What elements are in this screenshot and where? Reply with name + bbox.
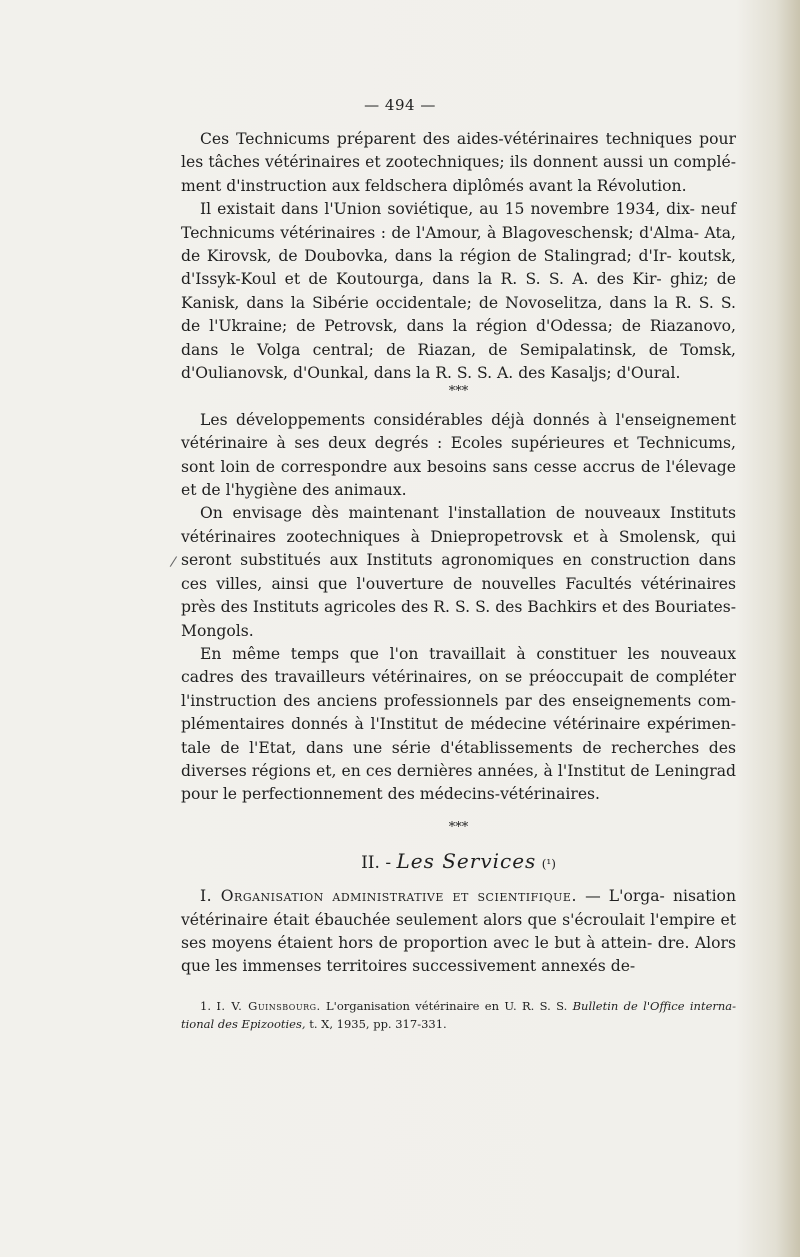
page-number: — 494 —: [364, 96, 436, 114]
section-separator: [181, 821, 736, 844]
footnote-reference: (¹): [541, 857, 556, 872]
subsection-text: — L'orga- nisation vétérinaire était ébauchée seulement alors que s'écroulait l'empire et ses moyens étaient hors de proportion avec le but à attein- dre. Alors que les immenses territoires successivement annexés de-: [181, 887, 736, 976]
paragraph: Ces Technicums préparent des aides-vétérinaires techniques pour les tâches vétérinaires et zootechniques; ils donnent aussi un complé- ment d'instruction aux feldschera diplômés avant la Révolution.: [181, 130, 736, 195]
paragraph: On envisage dès maintenant l'installation de nouveaux Instituts vétérinaires zootechniques à Dniepropetrovsk et à Smolensk, qui seront substitués aux Instituts agronomiques en construction dans ces villes, ainsi que l'ouverture de nouvelles Facultés vétérinaires près des Instituts agricoles des R. S. S. des Bachkirs et des Bouriates- Mongols.: [181, 504, 736, 640]
section-dash: -: [385, 853, 392, 874]
subsection-paragraph: [181, 885, 736, 979]
section-separator: [181, 385, 736, 408]
footnote-title: L'organisation vétérinaire en U. R. S. S.: [326, 998, 568, 1013]
section-heading: [181, 848, 736, 877]
margin-mark: /: [169, 553, 178, 571]
footnote-number: 1.: [200, 998, 211, 1013]
separator-glyph: ***: [448, 384, 469, 400]
footnote-journal: Bulletin de l'Office interna- tional des Epizooties,: [181, 998, 737, 1031]
subsection-lead: I. Organisation administrative et scientifique.: [200, 887, 577, 906]
separator-glyph: ***: [448, 819, 469, 835]
footnote: [181, 997, 736, 1033]
page-body: [181, 128, 736, 1033]
paragraph: Les développements considérables déjà donnés à l'enseignement vétérinaire à ses deux degrés : Ecoles supérieures et Technicums, sont loin de correspondre aux besoins sans cesse accrus de l'élevage et de l'hygiène des animaux.: [181, 410, 736, 500]
paragraph: Il existait dans l'Union soviétique, au 15 novembre 1934, dix- neuf Technicums vétérinaires : de l'Amour, à Blagoveschensk; d'Alma- Ata, de Kirovsk, de Doubovka, dans la région de Stalingrad; d'Ir- koutsk, d'Issyk-Koul et de Koutourga, dans la R. S. S. A. des Kir- ghiz; de Kanisk, dans la Sibérie occidentale; de Novoselitza, dans la R. S. S. de l'Ukraine; de Petrovsk, dans la région d'Odessa; de Riazanovo, dans le Volga central; de Riazan, de Semipalatinsk, de Tomsk, d'Oulianovsk, d'Ounkal, dans la R. S. S. A. des Kasaljs; d'Oural.: [181, 200, 736, 383]
section-title: Les Services: [396, 849, 537, 874]
paragraph: En même temps que l'on travaillait à constituer les nouveaux cadres des travailleurs vétérinaires, on se préoccupait de compléter l'instruction des anciens professionnels par des enseignements com- plémentaires donnés à l'Institut de médecine vétérinaire expérimen- tale de l'Etat, dans une série d'établissements de recherches des diverses régions et, en ces dernières années, à l'Institut de Leningrad pour le perfectionnement des médecins-vétérinaires.: [181, 644, 736, 804]
footnote-author: I. V. Guinsbourg.: [216, 998, 321, 1013]
section-numeral: II.: [361, 853, 380, 874]
footnote-details: t. X, 1935, pp. 317-331.: [309, 1016, 447, 1031]
